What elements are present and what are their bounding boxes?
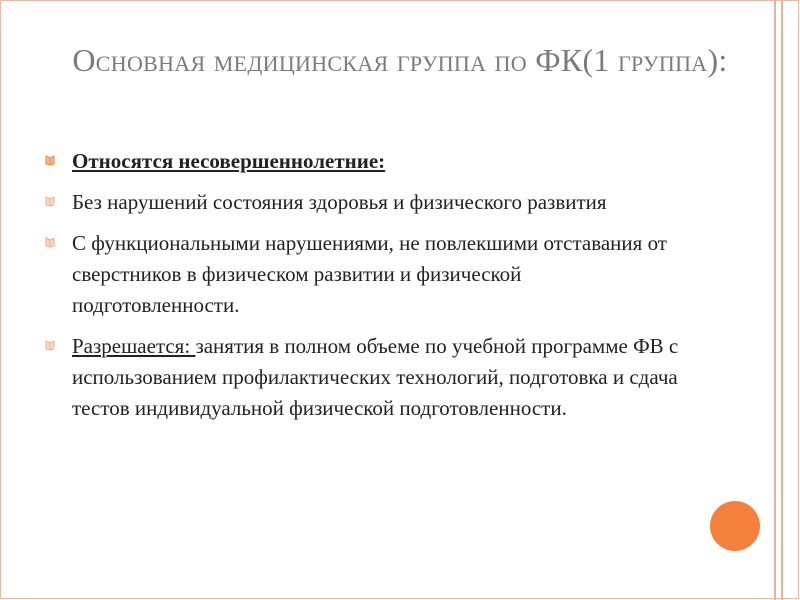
- right-border-stripe-right: [781, 0, 783, 600]
- bullet-prefix: Разрешается:: [72, 334, 196, 358]
- bullet-item: [45, 187, 685, 218]
- bullet-text: Без нарушений состояния здоровья и физического развития: [72, 190, 607, 214]
- bullet-book-icon: [45, 196, 55, 207]
- bullet-item: [45, 146, 685, 177]
- bullet-book-icon: [45, 340, 55, 351]
- right-border-stripe-left: [774, 0, 776, 600]
- bullet-book-icon: [45, 237, 55, 248]
- bullet-text: занятия в полном объеме по учебной программе ФВ с использованием профилактических технологий, подготовка и сдача тестов индивидуальной физической подготовленности.: [72, 334, 679, 420]
- bullet-prefix: Относятся несовершеннолетние:: [72, 149, 386, 173]
- orange-circle-decoration: [710, 501, 760, 551]
- bullet-text: С функциональными нарушениями, не повлекшими отставания от сверстников в физическом развитии и физической подготовленности.: [72, 231, 667, 317]
- slide-content: [45, 146, 685, 434]
- bullet-book-icon: [45, 155, 55, 166]
- slide-title: Основная медицинская группа по ФК(1 группа):: [72, 42, 728, 78]
- bullet-item: [45, 331, 685, 424]
- bullet-item: [45, 228, 685, 321]
